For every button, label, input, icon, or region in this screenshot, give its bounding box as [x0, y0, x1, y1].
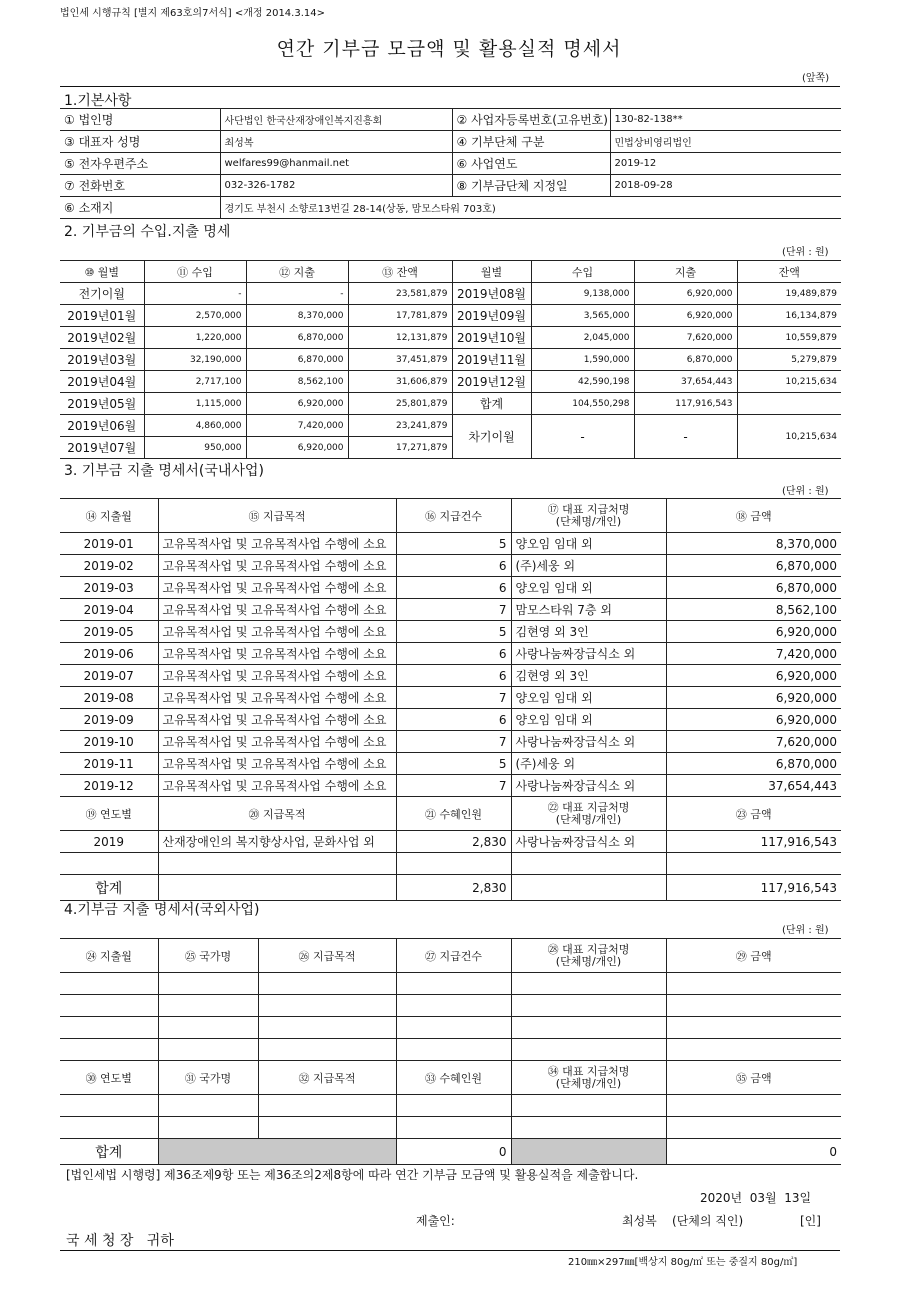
total-amount: 117,916,543	[666, 875, 841, 901]
income-unit: (단위 : 원)	[782, 247, 829, 258]
income-cell: 6,920,000	[634, 283, 737, 305]
foreign-blank-row	[60, 1039, 841, 1061]
domestic-cell: 고유목적사업 및 고유목적사업 수행에 소요	[158, 577, 396, 599]
income-cell: 37,654,443	[634, 371, 737, 393]
blank-cell	[258, 1095, 396, 1117]
blank-cell	[511, 1039, 666, 1061]
domestic-cell: 사랑나눔짜장급식소 외	[511, 643, 666, 665]
domestic-year-cell: 2019	[60, 831, 158, 853]
domestic-year-header-cell: ㉓ 금액	[666, 797, 841, 831]
income-cell: 6,920,000	[634, 305, 737, 327]
income-cell	[737, 393, 841, 415]
basic-value: 사단법인 한국산재장애인복지진흥회	[220, 109, 452, 131]
income-cell: 16,134,879	[737, 305, 841, 327]
foreign-header-cell	[511, 939, 666, 973]
income-header-cell: ⑪ 수입	[144, 261, 246, 283]
basic-value: 민법상비영리법인	[610, 131, 841, 153]
income-cell: 2019년04월	[60, 371, 144, 393]
income-cell: 2019년12월	[452, 371, 531, 393]
basic-label: ⑤ 전자우편주소	[60, 153, 220, 175]
domestic-cell: 양오임 임대 외	[511, 533, 666, 555]
submission-date: 2020년 03월 13일	[700, 1191, 812, 1205]
income-cell: 2019년02월	[60, 327, 144, 349]
domestic-cell: 2019-03	[60, 577, 158, 599]
income-cell: 6,870,000	[246, 327, 348, 349]
income-cell: 950,000	[144, 437, 246, 459]
total-count: 2,830	[396, 875, 511, 901]
income-cell: 5,279,879	[737, 349, 841, 371]
domestic-cell: 8,562,100	[666, 599, 841, 621]
blank-cell	[158, 875, 396, 901]
domestic-cell: 2019-05	[60, 621, 158, 643]
domestic-row	[60, 599, 841, 621]
domestic-cell: 고유목적사업 및 고유목적사업 수행에 소요	[158, 665, 396, 687]
domestic-cell: 고유목적사업 및 고유목적사업 수행에 소요	[158, 555, 396, 577]
income-cell: 2019년10월	[452, 327, 531, 349]
domestic-row	[60, 753, 841, 775]
foreign-header-row	[60, 939, 841, 973]
foreign-year-header-cell: ㉛ 국가명	[158, 1061, 258, 1095]
page-title: 연간 기부금 모금액 및 활용실적 명세서	[276, 38, 622, 60]
domestic-cell: 7,620,000	[666, 731, 841, 753]
foreign-year-header-row	[60, 1061, 841, 1095]
foreign-total-row	[60, 1139, 841, 1165]
income-header-cell: ⑬ 잔액	[348, 261, 452, 283]
income-cell: 7,420,000	[246, 415, 348, 437]
section-income-title: 2. 기부금의 수입.지출 명세	[64, 224, 231, 240]
blank-cell	[60, 1117, 158, 1139]
header-line: (단체명/개인)	[555, 812, 622, 826]
domestic-cell: 고유목적사업 및 고유목적사업 수행에 소요	[158, 643, 396, 665]
blank-cell	[666, 1039, 841, 1061]
total-count: 0	[396, 1139, 511, 1165]
income-cell: 9,138,000	[531, 283, 634, 305]
blank-cell	[158, 995, 258, 1017]
income-row	[60, 415, 841, 437]
income-cell: 2019년06월	[60, 415, 144, 437]
basic-row	[60, 131, 841, 153]
domestic-row	[60, 621, 841, 643]
basic-row	[60, 109, 841, 131]
domestic-cell: 6,920,000	[666, 621, 841, 643]
blank-cell	[511, 1117, 666, 1139]
basic-label: ② 사업자등록번호(고유번호)	[452, 109, 610, 131]
foreign-header-cell: ㉙ 금액	[666, 939, 841, 973]
blank-cell	[158, 853, 396, 875]
income-cell: 37,451,879	[348, 349, 452, 371]
income-cell: -	[246, 283, 348, 305]
blank-cell	[511, 853, 666, 875]
domestic-cell: 고유목적사업 및 고유목적사업 수행에 소요	[158, 753, 396, 775]
basic-row	[60, 153, 841, 175]
domestic-blank-row	[60, 853, 841, 875]
blank-cell	[396, 853, 511, 875]
domestic-cell: 고유목적사업 및 고유목적사업 수행에 소요	[158, 533, 396, 555]
domestic-total-row	[60, 875, 841, 901]
blank-cell	[258, 973, 396, 995]
basic-row	[60, 197, 841, 219]
income-cell: 2,570,000	[144, 305, 246, 327]
basic-value: 032-326-1782	[220, 175, 452, 197]
blank-cell	[60, 1039, 158, 1061]
basic-value: 최성복	[220, 131, 452, 153]
income-cell: 10,559,879	[737, 327, 841, 349]
basic-label: ④ 기부단체 구분	[452, 131, 610, 153]
addressee: 국 세 청 장 귀하	[66, 1233, 174, 1249]
domestic-cell: 6	[396, 577, 511, 599]
income-cell: 2019년03월	[60, 349, 144, 371]
domestic-cell: 맘모스타워 7층 외	[511, 599, 666, 621]
income-cell: 17,781,879	[348, 305, 452, 327]
income-header-cell: 월별	[452, 261, 531, 283]
domestic-year-header-row	[60, 797, 841, 831]
section-domestic-title: 3. 기부금 지출 명세서(국내사업)	[64, 463, 264, 479]
submission-statement: [법인세법 시행령] 제36조제9항 또는 제36조의2제8항에 따라 연간 기부금 모금액 및 활용실적을 제출합니다.	[66, 1168, 639, 1182]
blank-cell	[511, 1017, 666, 1039]
blank-cell	[60, 1017, 158, 1039]
blank-cell	[158, 1095, 258, 1117]
income-cell: 3,565,000	[531, 305, 634, 327]
income-cell: 42,590,198	[531, 371, 634, 393]
income-cell: 2019년05월	[60, 393, 144, 415]
paper-spec: 210㎜×297㎜[백상지 80g/㎡ 또는 중질지 80g/㎡]	[568, 1257, 798, 1268]
header-line: (단체명/개인)	[555, 514, 622, 528]
domestic-year-cell: 2,830	[396, 831, 511, 853]
income-header-cell: ⑩ 월별	[60, 261, 144, 283]
income-header-cell: 잔액	[737, 261, 841, 283]
income-cell: 1,115,000	[144, 393, 246, 415]
domestic-cell: 6,920,000	[666, 687, 841, 709]
blank-cell	[396, 1095, 511, 1117]
domestic-year-header-cell	[511, 797, 666, 831]
income-cell: 2019년11월	[452, 349, 531, 371]
income-cell: 2019년07월	[60, 437, 144, 459]
foreign-header-cell: ㉗ 지급건수	[396, 939, 511, 973]
foreign-unit: (단위 : 원)	[782, 925, 829, 936]
domestic-cell: 6,920,000	[666, 709, 841, 731]
domestic-row	[60, 709, 841, 731]
blank-cell	[666, 853, 841, 875]
foreign-header-cell: ㉕ 국가명	[158, 939, 258, 973]
carry-cell: -	[634, 415, 737, 459]
domestic-year-cell: 사랑나눔짜장급식소 외	[511, 831, 666, 853]
domestic-year-header-cell: ㉑ 수혜인원	[396, 797, 511, 831]
domestic-header-cell: ⑭ 지출월	[60, 499, 158, 533]
blank-cell	[396, 995, 511, 1017]
header-line: ㉞ 대표 지급처명	[547, 1064, 630, 1078]
blank-cell	[60, 973, 158, 995]
foreign-year-header-cell: ㉜ 지급목적	[258, 1061, 396, 1095]
income-header-cell: 지출	[634, 261, 737, 283]
domestic-row	[60, 731, 841, 753]
domestic-cell: 고유목적사업 및 고유목적사업 수행에 소요	[158, 731, 396, 753]
total-amount: 0	[666, 1139, 841, 1165]
blank-cell	[396, 1039, 511, 1061]
domestic-unit: (단위 : 원)	[782, 486, 829, 497]
domestic-header-cell: ⑱ 금액	[666, 499, 841, 533]
foreign-blank-row	[60, 1117, 841, 1139]
domestic-cell: 고유목적사업 및 고유목적사업 수행에 소요	[158, 599, 396, 621]
basic-value: 2018-09-28	[610, 175, 841, 197]
income-cell: 10,215,634	[737, 371, 841, 393]
domestic-cell: 2019-07	[60, 665, 158, 687]
income-cell: 합계	[452, 393, 531, 415]
header-line: ⑰ 대표 지급처명	[547, 502, 630, 516]
income-cell: 7,620,000	[634, 327, 737, 349]
blank-cell	[158, 1117, 258, 1139]
domestic-cell: 6	[396, 555, 511, 577]
blank-cell	[666, 995, 841, 1017]
total-label: 합계	[60, 875, 158, 901]
blank-cell	[666, 1095, 841, 1117]
basic-row	[60, 175, 841, 197]
domestic-year-cell: 산재장애인의 복지향상사업, 문화사업 외	[158, 831, 396, 853]
header-line: ㉘ 대표 지급처명	[547, 942, 630, 956]
domestic-cell: 6,870,000	[666, 577, 841, 599]
domestic-cell: 5	[396, 621, 511, 643]
section-basic-title: 1.기본사항	[64, 93, 132, 109]
foreign-year-header-cell	[511, 1061, 666, 1095]
domestic-cell: 37,654,443	[666, 775, 841, 797]
domestic-cell: 5	[396, 753, 511, 775]
domestic-cell: 사랑나눔짜장급식소 외	[511, 775, 666, 797]
blank-cell	[396, 973, 511, 995]
domestic-cell: 7	[396, 599, 511, 621]
domestic-cell: 6,870,000	[666, 555, 841, 577]
domestic-year-header-cell: ⑳ 지급목적	[158, 797, 396, 831]
blank-cell	[396, 1017, 511, 1039]
domestic-cell: 양오임 임대 외	[511, 577, 666, 599]
domestic-row	[60, 533, 841, 555]
income-cell: 2019년01월	[60, 305, 144, 327]
foreign-table	[60, 938, 841, 1165]
domestic-row	[60, 577, 841, 599]
basic-label: ③ 대표자 성명	[60, 131, 220, 153]
blank-cell	[666, 1117, 841, 1139]
basic-label: ⑦ 전화번호	[60, 175, 220, 197]
blank-cell	[158, 973, 258, 995]
blank-cell	[158, 1017, 258, 1039]
domestic-cell: 2019-10	[60, 731, 158, 753]
shaded-cell	[511, 1139, 666, 1165]
domestic-cell: 7	[396, 687, 511, 709]
income-cell: 2,717,100	[144, 371, 246, 393]
foreign-year-header-cell: ㉚ 연도별	[60, 1061, 158, 1095]
blank-cell	[396, 1117, 511, 1139]
basic-value: 2019-12	[610, 153, 841, 175]
foreign-year-header-cell: ㉝ 수혜인원	[396, 1061, 511, 1095]
basic-info-table	[60, 108, 841, 219]
page-side-label: (앞쪽)	[802, 73, 830, 84]
income-table	[60, 260, 841, 459]
income-header-cell: ⑫ 지출	[246, 261, 348, 283]
domestic-cell: 2019-06	[60, 643, 158, 665]
domestic-row	[60, 643, 841, 665]
income-cell: 6,920,000	[246, 437, 348, 459]
submitter-label: 제출인:	[416, 1214, 455, 1228]
income-row	[60, 327, 841, 349]
income-cell: 6,870,000	[634, 349, 737, 371]
blank-cell	[511, 995, 666, 1017]
address-label: ⑥ 소재지	[60, 197, 220, 219]
basic-label: ① 법인명	[60, 109, 220, 131]
domestic-table	[60, 498, 841, 901]
income-cell: 8,562,100	[246, 371, 348, 393]
domestic-row	[60, 665, 841, 687]
income-header-cell: 수입	[531, 261, 634, 283]
form-reference: 법인세 시행규칙 [별지 제63호의7서식] <개정 2014.3.14>	[60, 8, 325, 19]
submitter-name: 최성복 (단체의 직인)	[622, 1214, 744, 1228]
income-header-row	[60, 261, 841, 283]
domestic-cell: (주)세웅 외	[511, 753, 666, 775]
blank-cell	[666, 973, 841, 995]
blank-cell	[666, 1017, 841, 1039]
blank-cell	[60, 1095, 158, 1117]
blank-cell	[258, 995, 396, 1017]
domestic-row	[60, 555, 841, 577]
income-cell: -	[144, 283, 246, 305]
shaded-cell	[158, 1139, 396, 1165]
foreign-blank-row	[60, 995, 841, 1017]
carry-cell: 10,215,634	[737, 415, 841, 459]
domestic-cell: 7	[396, 731, 511, 753]
foreign-blank-row	[60, 1095, 841, 1117]
income-cell: 19,489,879	[737, 283, 841, 305]
income-cell: 117,916,543	[634, 393, 737, 415]
blank-cell	[60, 853, 158, 875]
section-foreign-title: 4.기부금 지출 명세서(국외사업)	[64, 902, 260, 918]
domestic-cell: 양오임 임대 외	[511, 709, 666, 731]
income-cell: 4,860,000	[144, 415, 246, 437]
total-label: 합계	[60, 1139, 158, 1165]
domestic-cell: 8,370,000	[666, 533, 841, 555]
income-cell: 23,241,879	[348, 415, 452, 437]
blank-cell	[258, 1117, 396, 1139]
income-cell: 1,220,000	[144, 327, 246, 349]
header-line: (단체명/개인)	[555, 1076, 622, 1090]
domestic-row	[60, 775, 841, 797]
seal-mark: [인]	[800, 1214, 821, 1228]
income-cell: 25,801,879	[348, 393, 452, 415]
blank-cell	[511, 1095, 666, 1117]
income-row	[60, 349, 841, 371]
domestic-cell: 2019-04	[60, 599, 158, 621]
basic-value: welfares99@hanmail.net	[220, 153, 452, 175]
income-cell: 2019년08월	[452, 283, 531, 305]
income-cell: 8,370,000	[246, 305, 348, 327]
domestic-cell: 7	[396, 775, 511, 797]
domestic-cell: 고유목적사업 및 고유목적사업 수행에 소요	[158, 621, 396, 643]
foreign-blank-row	[60, 973, 841, 995]
carry-cell: 차기이월	[452, 415, 531, 459]
domestic-header-cell: ⑮ 지급목적	[158, 499, 396, 533]
income-cell: 104,550,298	[531, 393, 634, 415]
income-cell: 32,190,000	[144, 349, 246, 371]
domestic-header-row	[60, 499, 841, 533]
income-row	[60, 371, 841, 393]
foreign-year-header-cell: ㉟ 금액	[666, 1061, 841, 1095]
income-cell: 6,920,000	[246, 393, 348, 415]
foreign-blank-row	[60, 1017, 841, 1039]
carry-cell: -	[531, 415, 634, 459]
income-cell: 1,590,000	[531, 349, 634, 371]
domestic-header-cell	[511, 499, 666, 533]
foreign-header-cell: ㉖ 지급목적	[258, 939, 396, 973]
blank-cell	[511, 973, 666, 995]
address-value: 경기도 부천시 소향로13번길 28-14(상동, 맘모스타워 703호)	[220, 197, 841, 219]
income-cell: 전기이월	[60, 283, 144, 305]
header-line: ㉒ 대표 지급처명	[547, 800, 630, 814]
blank-cell	[60, 995, 158, 1017]
basic-label: ⑧ 기부금단체 지정일	[452, 175, 610, 197]
income-row	[60, 305, 841, 327]
domestic-cell: 2019-09	[60, 709, 158, 731]
domestic-header-cell: ⑯ 지급건수	[396, 499, 511, 533]
income-cell: 2019년09월	[452, 305, 531, 327]
domestic-year-row	[60, 831, 841, 853]
domestic-cell: 5	[396, 533, 511, 555]
basic-value: 130-82-138**	[610, 109, 841, 131]
income-cell: 6,870,000	[246, 349, 348, 371]
foreign-header-cell: ㉔ 지출월	[60, 939, 158, 973]
income-cell: 23,581,879	[348, 283, 452, 305]
income-row	[60, 393, 841, 415]
blank-cell	[258, 1039, 396, 1061]
domestic-cell: 사랑나눔짜장급식소 외	[511, 731, 666, 753]
domestic-cell: 김현영 외 3인	[511, 621, 666, 643]
income-cell: 17,271,879	[348, 437, 452, 459]
domestic-year-cell: 117,916,543	[666, 831, 841, 853]
income-cell: 31,606,879	[348, 371, 452, 393]
domestic-cell: 고유목적사업 및 고유목적사업 수행에 소요	[158, 709, 396, 731]
domestic-cell: 7,420,000	[666, 643, 841, 665]
domestic-cell: 고유목적사업 및 고유목적사업 수행에 소요	[158, 775, 396, 797]
header-line: (단체명/개인)	[555, 954, 622, 968]
domestic-cell: 2019-12	[60, 775, 158, 797]
income-cell: 12,131,879	[348, 327, 452, 349]
income-row	[60, 283, 841, 305]
domestic-cell: 6,920,000	[666, 665, 841, 687]
domestic-row	[60, 687, 841, 709]
domestic-cell: 6,870,000	[666, 753, 841, 775]
domestic-year-header-cell: ⑲ 연도별	[60, 797, 158, 831]
blank-cell	[511, 875, 666, 901]
domestic-cell: 6	[396, 665, 511, 687]
domestic-cell: 2019-08	[60, 687, 158, 709]
blank-cell	[258, 1017, 396, 1039]
basic-label: ⑥ 사업연도	[452, 153, 610, 175]
blank-cell	[158, 1039, 258, 1061]
domestic-cell: 김현영 외 3인	[511, 665, 666, 687]
domestic-cell: 고유목적사업 및 고유목적사업 수행에 소요	[158, 687, 396, 709]
domestic-cell: 양오임 임대 외	[511, 687, 666, 709]
domestic-cell: 2019-01	[60, 533, 158, 555]
domestic-cell: 6	[396, 709, 511, 731]
domestic-cell: (주)세웅 외	[511, 555, 666, 577]
domestic-cell: 2019-02	[60, 555, 158, 577]
income-cell: 2,045,000	[531, 327, 634, 349]
domestic-cell: 2019-11	[60, 753, 158, 775]
domestic-cell: 6	[396, 643, 511, 665]
